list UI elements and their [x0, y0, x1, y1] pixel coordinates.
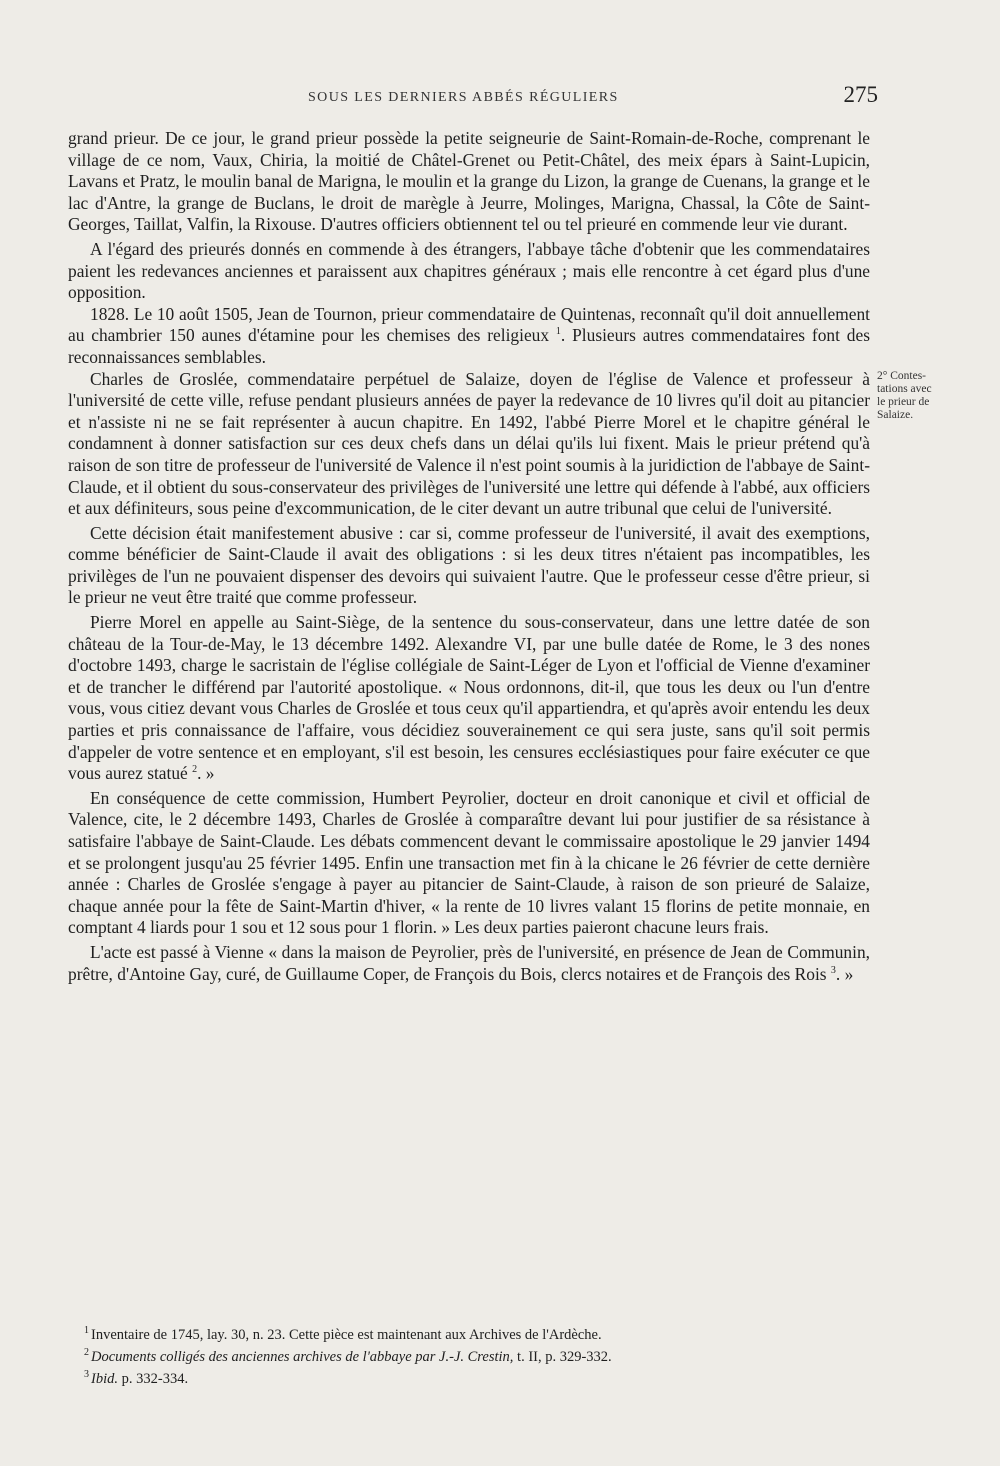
paragraph-1: grand prieur. De ce jour, le grand prieur possède la petite seigneurie de Saint-Romain-de-Roche, comprenant le village de ce nom, Vaux, Chiria, la moitié de Châtel-Grenet ou Petit-Châtel, des meix épars à Saint-Lupicin, Lavans et Pratz, le moulin banal de Marigna, le moulin et la grange du Lizon, la grange de Cuenans, la grange et le lac d'Antre, la grange de Buclans, le droit de marègle à Jeurre, Molinges, Marigna, Chassal, la Côte de Saint-Georges, Taillat, Valfin, la Rixouse. D'autres officiers obtiennent tel ou tel prieuré en commende leur vie durant.	[68, 128, 870, 235]
paragraph-3	[68, 304, 870, 369]
marginal-line-3: le prieur de	[877, 396, 930, 408]
paragraph-6	[68, 612, 870, 785]
marginal-line-4: Salaize.	[877, 409, 914, 421]
footnote-2-number: 2	[84, 1346, 89, 1358]
paragraph-8	[68, 942, 870, 985]
footnote-1-text: Inventaire de 1745, lay. 30, n. 23. Cette pièce est maintenant aux Archives de l'Ardèche.	[91, 1326, 602, 1343]
footnote-1-number: 1	[84, 1325, 89, 1336]
paragraph-5: Cette décision était manifestement abusive : car si, comme professeur de l'université, il avait des exemptions, comme bénéficier de Saint-Claude il avait des obligations : si les deux titres n'étaient pas incompatibles, les privilèges de l'un ne pouvaient dispenser des devoirs qui suivaient l'autre. Que le professeur cesse d'être prieur, si le prieur ne veut être traité que comme professeur.	[68, 522, 870, 608]
page-header	[68, 82, 878, 116]
paragraph-3-text: 1828. Le 10 août 1505, Jean de Tournon, prieur commendataire de Quintenas, reconnaît qu'il doit annuellement au chambrier 150 aunes d'étamine pour les chemises des religieux	[68, 303, 870, 346]
paragraph-2: A l'égard des prieurés donnés en commende à des étrangers, l'abbaye tâche d'obtenir que les commendataires paient les redevances anciennes et paraissent aux chapitres généraux ; mais elle rencontre à cet égard plus d'une opposition.	[68, 238, 870, 303]
page-number: 275	[843, 82, 878, 107]
marginal-note	[877, 370, 963, 422]
paragraph-4: Charles de Groslée, commendataire perpétuel de Salaize, doyen de l'église de Valence et professeur à l'université de cette ville, refuse pendant plusieurs années de payer la redevance de 10 livres qu'il doit au pitancier et n'assiste ni ne se fait représenter à aucun chapitre. En 1492, l'abbé Pierre Morel et le chapitre général le condamnent à donner satisfaction sur ces deux chefs dans un délai qu'ils lui fixent. Mais le prieur prétend qu'à raison de son titre de professeur de l'université de Valence il n'est point soumis à la juridiction de l'abbaye de Saint-Claude, et il obtient du sous-conservateur des privilèges de l'université une lettre qui défende à l'abbé, aux officiers et aux définiteurs, sous peine d'excommunication, de le citer devant un autre tribunal que celui de l'université.	[68, 368, 870, 519]
paragraph-6-text-end: . »	[197, 763, 215, 784]
footnote-1	[84, 1322, 864, 1344]
paragraph-7: En conséquence de cette commission, Humbert Peyrolier, docteur en droit canonique et civil et official de Valence, cite, le 2 décembre 1493, Charles de Groslée à comparaître devant lui pour justifier de sa résistance à satisfaire l'abbaye de Saint-Claude. Les débats commencent devant le commissaire apostolique le 29 janvier 1494 et se prolongent jusqu'au 25 février 1495. Enfin une transaction met fin à la chicane le 26 février de cette dernière année : Charles de Groslée s'engage à payer au pitancier de Saint-Claude, à raison de son prieuré de Salaize, chaque année pour la fête de Saint-Martin d'hiver, « la rente de 10 livres valant 15 florins de petite monnaie, en comptant 4 liards pour 1 sou et 12 sous pour 1 florin. » Les deux parties paieront chacune leurs frais.	[68, 787, 870, 938]
footnote-2-title: Documents colligés des anciennes archives de l'abbaye par J.-J. Crestin,	[91, 1348, 514, 1365]
footnote-ref-1: 1	[555, 326, 561, 338]
paragraph-3-text-end: . Plusieurs autres commendataires font des reconnaissances semblables.	[68, 325, 870, 367]
footnote-2-text: t. II, p. 329-332.	[513, 1348, 612, 1365]
paragraph-8-text: L'acte est passé à Vienne « dans la maison de Peyrolier, près de l'université, en présence de Jean de Communin, prêtre, d'Antoine Gay, curé, de Guillaume Coper, de François du Bois, clercs notaires et de François des Rois	[68, 941, 870, 984]
footnotes	[84, 1322, 864, 1387]
footnote-3-ibid: Ibid.	[91, 1370, 118, 1387]
running-head: SOUS LES DERNIERS ABBÉS RÉGULIERS	[308, 90, 619, 105]
body-text	[68, 128, 870, 985]
footnote-ref-2: 2	[192, 764, 198, 776]
footnote-ref-3: 3	[830, 964, 836, 976]
marginal-line-1: 2° Contes-	[877, 370, 926, 382]
marginal-line-2: tations avec	[877, 383, 932, 395]
footnote-3	[84, 1366, 864, 1388]
footnote-3-number: 3	[84, 1368, 89, 1380]
footnote-3-text: p. 332-334.	[117, 1370, 189, 1387]
paragraph-6-text: Pierre Morel en appelle au Saint-Siège, de la sentence du sous-conservateur, dans une lettre datée de son château de la Tour-de-May, le 13 décembre 1492. Alexandre VI, par une bulle datée de Rome, le 3 des nones d'octobre 1493, charge le sacristain de l'église collégiale de Saint-Léger de Lyon et l'official de Vienne d'examiner et de trancher le différend par l'autorité apostolique. « Nous ordonnons, dit-il, que tous les deux ou l'un d'entre vous, vous citiez devant vous Charles de Groslée et tous ceux qu'il appartiendra, et qu'après avoir entendu les deux parties et pris connaissance de l'affaire, vous décidiez souverainement ce qui sera juste, sans qu'il soit permis d'appeler de votre sentence et en employant, s'il est besoin, les censures ecclésiastiques pour faire exécuter ce que vous aurez statué	[68, 612, 870, 784]
paragraph-8-text-end: . »	[835, 963, 854, 984]
footnote-2	[84, 1344, 864, 1366]
